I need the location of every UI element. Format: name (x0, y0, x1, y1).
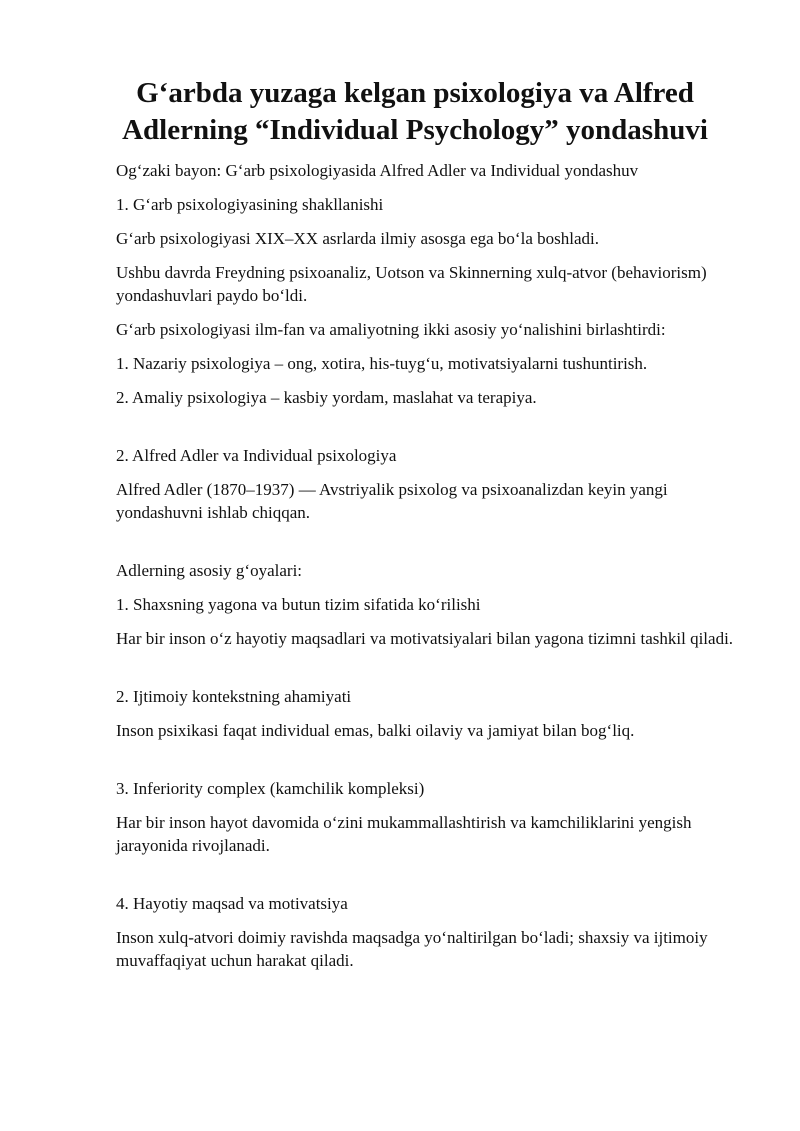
idea-heading: 1. Shaxsning yagona va butun tizim sifatida ko‘rilishi (116, 595, 481, 614)
intro-line: Og‘zaki bayon: G‘arb psixologiyasida Alfred Adler va Individual yondashuv (116, 161, 639, 180)
body-paragraph: Alfred Adler (1870–1937) — Avstriyalik psixolog va psixoanalizdan keyin yangi yondashuvni ishlab chiqqan. (116, 480, 668, 522)
body-paragraph: Ushbu davrda Freydning psixoanaliz, Uotson va Skinnerning xulq-atvor (behaviorism) yondashuvlari paydo bo‘ldi. (116, 263, 707, 305)
body-paragraph: Har bir inson o‘z hayotiy maqsadlari va motivatsiyalari bilan yagona tizimni tashkil qiladi. (116, 629, 734, 648)
document-title: G‘arbda yuzaga kelgan psixologiya va Alfred Adlerning “Individual Psychology” yondashuvi (122, 77, 708, 146)
section-heading-adler: 2. Alfred Adler va Individual psixologiya (116, 446, 397, 465)
document-body (116, 159, 736, 972)
list-item: 1. Nazariy psixologiya – ong, xotira, his-tuyg‘u, motivatsiyalarni tushuntirish. (116, 354, 648, 373)
body-paragraph: Har bir inson hayot davomida o‘zini mukammallashtirish va kamchiliklarini yengish jarayonida rivojlanadi. (116, 813, 692, 855)
body-paragraph: G‘arb psixologiyasi ilm-fan va amaliyotning ikki asosiy yo‘nalishini birlashtirdi: (116, 320, 666, 339)
idea-heading: 3. Inferiority complex (kamchilik kompleksi) (116, 779, 425, 798)
idea-heading: 2. Ijtimoiy kontekstning ahamiyati (116, 687, 352, 706)
body-paragraph: G‘arb psixologiyasi XIX–XX asrlarda ilmiy asosga ega bo‘la boshladi. (116, 229, 599, 248)
idea-heading: 4. Hayotiy maqsad va motivatsiya (116, 894, 348, 913)
list-item: 2. Amaliy psixologiya – kasbiy yordam, maslahat va terapiya. (116, 388, 537, 407)
subheading-main-ideas: Adlerning asosiy g‘oyalari: (116, 561, 303, 580)
section-heading-western-psychology: 1. G‘arb psixologiyasining shakllanishi (116, 195, 384, 214)
body-paragraph: Inson xulq-atvori doimiy ravishda maqsadga yo‘naltirilgan bo‘ladi; shaxsiy va ijtimoiy muvaffaqiyat uchun harakat qiladi. (116, 928, 708, 970)
body-paragraph: Inson psixikasi faqat individual emas, balki oilaviy va jamiyat bilan bog‘liq. (116, 721, 635, 740)
